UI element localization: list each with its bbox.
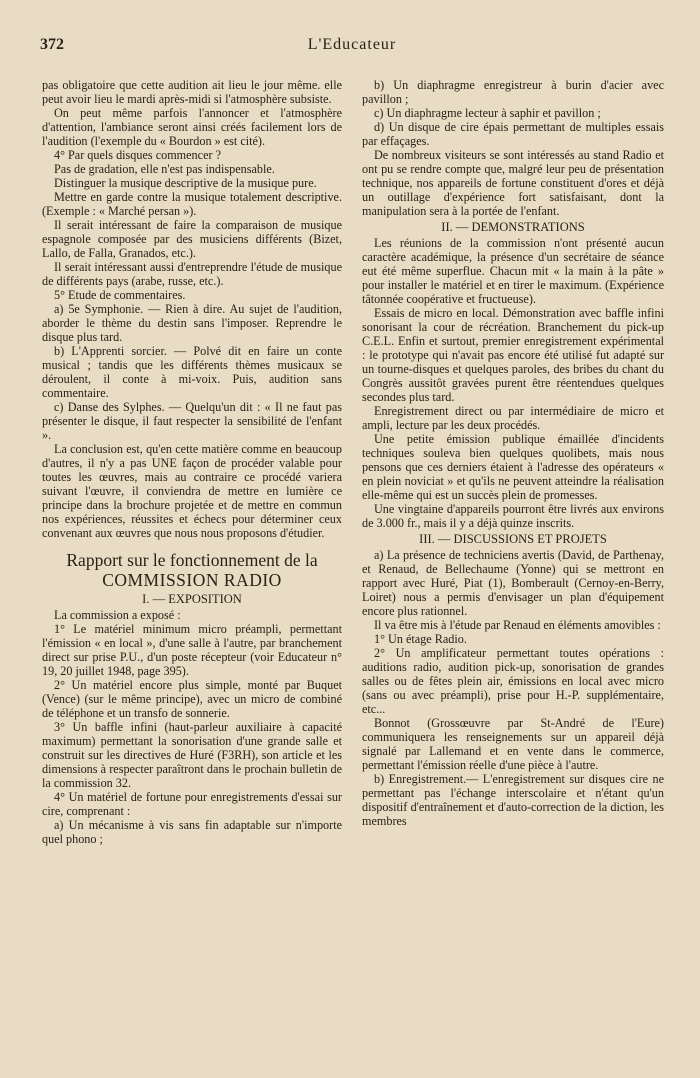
paragraph: a) Un mécanisme à vis sans fin adaptable sur n'importe quel phono ; bbox=[42, 818, 342, 846]
left-text-part-2 bbox=[42, 608, 342, 846]
paragraph: La conclusion est, qu'en cette matière comme en beaucoup d'autres, il n'y a pas UNE façon de procéder valable pour toutes les œuvres, mais au contraire ce procédé variera suivant l'œuvre, il conviendra de mettre en lumière ce principe dans la brochure projetée et de mettre en commun nos expériences, réussites et échecs pour déterminer ceux convenant aux œuvres que nous nous proposons d'étudier. bbox=[42, 442, 342, 540]
paragraph: c) Un diaphragme lecteur à saphir et pavillon ; bbox=[374, 106, 601, 120]
section-heading-demonstrations: II. — DEMONSTRATIONS bbox=[441, 220, 585, 234]
left-column bbox=[42, 78, 342, 846]
paragraph: Il serait intéressant de faire la comparaison de musique espagnole composée par des musiciens différents (Bizet, Lallo, de Falla, Granados, etc.). bbox=[42, 218, 342, 260]
journal-title: L'Educateur bbox=[307, 36, 397, 53]
paragraph: 1° Le matériel minimum micro préampli, permettant l'émission « en local », d'une salle à l'autre, par branchement direct sur prise P.U., d'un poste récepteur (voir Educateur n° 19, 20 juillet 1948, page 395). bbox=[42, 622, 342, 678]
paragraph: 3° Un baffle infini (haut-parleur auxiliaire à capacité maximum) permettant la sonorisation d'une grande salle et construit sur les directives de Huré (F3RH), son article et les dimensions à respecter paraîtront dans le prochain bulletin de la commission 32. bbox=[42, 720, 342, 790]
report-title-line-2: COMMISSION RADIO bbox=[102, 570, 282, 590]
right-column bbox=[362, 78, 664, 828]
paragraph: Bonnot (Grossœuvre par St-André de l'Eure) communiquera les renseignements sur un appareil déjà signalé par Lallemand et en vente dans le commerce, permettant l'émission réelle d'une pièce à l'autre. bbox=[362, 716, 664, 772]
paragraph: Une petite émission publique émaillée d'incidents techniques souleva bien quelques quolibets, mais nous pensons que ces derniers étaient à l'adresse des opérateurs « en plein noviciat » et qu'ils ne peuvent atteindre la réalisation elle-même qui est un succès plein de promesses. bbox=[362, 432, 664, 502]
paragraph: La commission a exposé : bbox=[54, 608, 181, 622]
left-text-part-1 bbox=[42, 78, 342, 540]
right-text-part-1 bbox=[362, 78, 664, 218]
paragraph: Il va être mis à l'étude par Renaud en éléments amovibles : bbox=[374, 618, 661, 632]
paragraph: 2° Un amplificateur permettant toutes opérations : auditions radio, audition pick-up, sonorisation de grandes salles ou de fêtes plein air, émissions en local avec micro (sans ou avec préampli), prise pour H.-P. supplémentaire, etc... bbox=[362, 646, 664, 716]
paragraph: 1° Un étage Radio. bbox=[374, 632, 467, 646]
paragraph: Les réunions de la commission n'ont présenté aucun caractère académique, la présence d'un secrétaire de séance eut été même superflue. Chacun mit « la main à la pâte » pour installer le matériel et en tirer le maximum. (Expérience tâtonnée coopérative et fructueuse). bbox=[362, 236, 664, 306]
paragraph: Il serait intéressant aussi d'entreprendre l'étude de musique de différents pays (arabe, russe, etc.). bbox=[42, 260, 342, 288]
paragraph: a) La présence de techniciens avertis (David, de Parthenay, et Renaud, de Bellechaume (Yonne) qui se mettront en rapport avec Huré, Piat (1), Bomberault (Cernoy-en-Berry, Loiret) nous a permis d'envisager un plan d'équipement encore plus rationnel. bbox=[362, 548, 664, 618]
paragraph: Pas de gradation, elle n'est pas indispensable. bbox=[54, 162, 275, 176]
section-heading-exposition: I. — EXPOSITION bbox=[142, 592, 242, 606]
paragraph: Mettre en garde contre la musique totalement descriptive. (Exemple : « Marché persan »). bbox=[42, 190, 342, 218]
paragraph: Essais de micro en local. Démonstration avec baffle infini sonorisant la cour de récréation. Branchement du pick-up C.E.L. Enfin et surtout, premier enregistrement expérimental : le prototype qui n'avait pas encore été utilisé fut adapté sur un tourne-disques et quelques paroles, des bribes du chant du Congrès aussitôt gravées purent être réentendues quelques secondes plus tard. bbox=[362, 306, 664, 404]
right-text-part-2 bbox=[362, 236, 664, 530]
paragraph: d) Un disque de cire épais permettant de multiples essais par effaçages. bbox=[362, 120, 664, 148]
paragraph: b) Un diaphragme enregistreur à burin d'acier avec pavillon ; bbox=[362, 78, 664, 106]
paragraph: a) 5e Symphonie. — Rien à dire. Au sujet de l'audition, aborder le thème du destin sans l'imposer. Reprendre le disque plus tard. bbox=[42, 302, 342, 344]
paragraph: c) Danse des Sylphes. — Quelqu'un dit : « Il ne faut pas présenter le disque, il faut respecter la sensibilité de l'enfant ». bbox=[42, 400, 342, 442]
paragraph: De nombreux visiteurs se sont intéressés au stand Radio et ont pu se rendre compte que, malgré leur peu de présentation technique, nos appareils de fortune constituent d'ores et déjà un outillage d'expérience fort satisfaisant, dont la manipulation sera à la portée de l'enfant. bbox=[362, 148, 664, 218]
paragraph: 4° Un matériel de fortune pour enregistrements d'essai sur cire, comprenant : bbox=[42, 790, 342, 818]
report-title-line-1: Rapport sur le fonctionnement de la bbox=[66, 550, 318, 570]
paragraph: 5° Etude de commentaires. bbox=[54, 288, 186, 302]
paragraph: 2° Un matériel encore plus simple, monté par Buquet (Vence) (sur le même principe), avec un micro de combiné de téléphone et un transfo de sonnerie. bbox=[42, 678, 342, 720]
paragraph: 4° Par quels disques commencer ? bbox=[54, 148, 221, 162]
right-text-part-3 bbox=[362, 548, 664, 828]
paragraph: Distinguer la musique descriptive de la musique pure. bbox=[54, 176, 317, 190]
paragraph: b) L'Apprenti sorcier. — Polvé dit en faire un conte musical ; tandis que les différents thèmes musicaux se déroulent, il conte à mi-voix. Puis, audition sans commentaire. bbox=[42, 344, 342, 400]
page-number: 372 bbox=[40, 36, 64, 53]
paragraph: Enregistrement direct ou par intermédiaire de micro et ampli, lecture par les deux procédés. bbox=[362, 404, 664, 432]
page-header bbox=[40, 36, 664, 56]
section-heading-discussions: III. — DISCUSSIONS ET PROJETS bbox=[419, 532, 607, 546]
paragraph: pas obligatoire que cette audition ait lieu le jour même. elle peut avoir lieu le mardi après-midi si l'atmosphère subsiste. bbox=[42, 78, 342, 106]
paragraph: On peut même parfois l'annoncer et l'atmosphère d'attention, l'ambiance seront ainsi créés facilement lors de l'audition (l'exemple du « Bourdon » est cité). bbox=[42, 106, 342, 148]
paragraph: Une vingtaine d'appareils pourront être livrés aux environs de 3.000 fr., mais il y a déjà quinze inscrits. bbox=[362, 502, 664, 530]
paragraph: b) Enregistrement.— L'enregistrement sur disques cire ne permettant pas l'échange interscolaire et n'étant qu'un dispositif d'entraînement et d'auto-correction de la diction, les membres bbox=[362, 772, 664, 828]
